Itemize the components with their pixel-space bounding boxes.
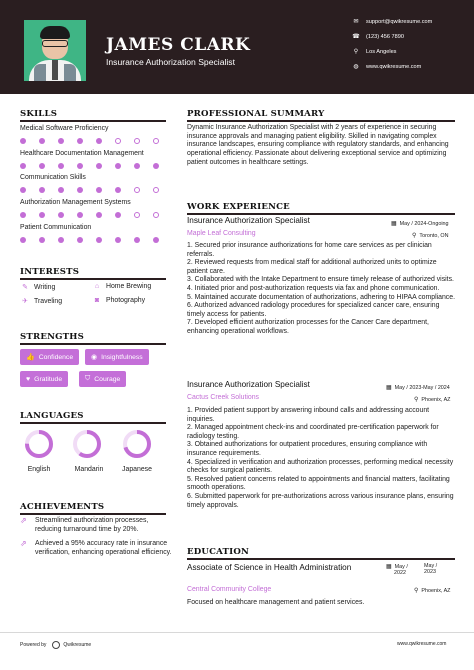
- interest-item: ✎ Writing: [20, 283, 55, 291]
- skill-rating: [20, 163, 172, 169]
- skill-dot: [96, 187, 102, 193]
- skill-dot: [77, 187, 83, 193]
- calendar-icon: ▦: [386, 564, 392, 570]
- skill-rating: [20, 212, 172, 218]
- skill-dot: [96, 138, 102, 144]
- phone-icon: ☎: [352, 34, 360, 40]
- company-name: Maple Leaf Consulting: [187, 230, 256, 237]
- skill-dot: [77, 163, 83, 169]
- interest-item: ✈ Traveling: [20, 297, 62, 305]
- skill-label: Medical Software Proficiency: [20, 125, 109, 132]
- eye-icon: ◉: [91, 354, 98, 361]
- interests-divider: [20, 278, 166, 280]
- skill-dot: [58, 138, 64, 144]
- achievement-item: ⇗ Achieved a 95% accuracy rate in insurance verification, enhancing operational efficiency.: [20, 539, 172, 556]
- skills-divider: [20, 120, 166, 122]
- skill-dot: [39, 187, 45, 193]
- footer-powered-by[interactable]: Powered by Qwikresume: [20, 642, 92, 648]
- job-bullet: 6. Submitted paperwork for pre-authorizations across various insurance plans, ensuring timely approvals.: [187, 492, 454, 509]
- shield-icon: ⛉: [85, 375, 91, 382]
- degree-title: Associate of Science in Health Administration: [187, 563, 352, 572]
- candidate-title: Insurance Authorization Specialist: [106, 57, 235, 67]
- chart-icon: ⇗: [20, 539, 27, 548]
- skill-dot: [153, 138, 159, 144]
- skill-dot: [96, 237, 102, 243]
- skill-dot: [134, 138, 140, 144]
- contact-website[interactable]: ◍ www.qwikresume.com: [353, 63, 422, 70]
- job-bullet: 1. Secured prior insurance authorizations for home care services as per clinician referrals.: [187, 242, 432, 258]
- job-date: ▦ May / 2024-Ongoing: [391, 220, 449, 227]
- language-label: Japanese: [122, 466, 152, 473]
- strength-chip: ♥ Gratitude: [20, 371, 68, 387]
- skill-label: Healthcare Documentation Management: [20, 150, 144, 157]
- mail-icon: ✉: [353, 19, 359, 25]
- edu-end-date: May / 2023: [424, 563, 438, 575]
- skills-heading: SKILLS: [20, 109, 58, 119]
- candidate-name: JAMES CLARK: [106, 35, 251, 55]
- skill-dot: [77, 212, 83, 218]
- skill-dot: [39, 212, 45, 218]
- skill-dot: [20, 187, 26, 193]
- skill-dot: [115, 187, 121, 193]
- footer-divider: [0, 632, 474, 633]
- job-bullet: 2. Managed appointment check-ins and coordinated pre-certification paperwork for radiology testing.: [187, 424, 439, 440]
- language-label: Mandarin: [74, 466, 104, 473]
- skill-dot: [20, 212, 26, 218]
- job-bullet: 4. Initiated prior and post-authorization requests via fax and phone communication.: [187, 284, 440, 292]
- skill-dot: [115, 237, 121, 243]
- skill-dot: [134, 212, 140, 218]
- skill-dot: [153, 163, 159, 169]
- job-bullet: 3. Collaborated with the Intake Department to ensure timely release of authorized visits.: [187, 276, 454, 284]
- school-name: Central Community College: [187, 586, 272, 593]
- summary-heading: PROFESSIONAL SUMMARY: [187, 109, 325, 119]
- location-icon: ⚲: [353, 49, 359, 55]
- company-name: Cactus Creek Solutions: [187, 394, 260, 401]
- contact-location: ⚲ Los Angeles: [353, 48, 397, 55]
- achievement-item: ⇗ Streamlined authorization processes, reducing turnaround time by 20%.: [20, 516, 149, 533]
- interest-item: ⌂ Home Brewing: [92, 283, 151, 290]
- skill-dot: [77, 237, 83, 243]
- job-title: Insurance Authorization Specialist: [187, 216, 310, 225]
- languages-heading: LANGUAGES: [20, 411, 84, 421]
- job-bullets: [187, 242, 455, 337]
- footer-url[interactable]: www.qwikresume.com: [397, 641, 447, 647]
- job-bullet: 4. Specialized in verification and authorization processes, performing medical necessity checks for surgical patients.: [187, 458, 454, 475]
- strength-chip: ◉ Insightfulness: [85, 349, 149, 365]
- language-label: English: [27, 466, 51, 473]
- experience-divider: [187, 213, 455, 215]
- job-bullet: 7. Developed efficient authorization processes for the Cancer Care department, enhancing operational workflows.: [187, 319, 429, 335]
- thumbs-up-icon: 👍: [26, 354, 35, 361]
- contact-email[interactable]: ✉ support@qwikresume.com: [353, 18, 433, 25]
- skill-dot: [153, 187, 159, 193]
- skill-rating: [20, 138, 172, 144]
- skill-label: Authorization Management Systems: [20, 199, 131, 206]
- skill-dot: [115, 163, 121, 169]
- experience-heading: WORK EXPERIENCE: [187, 202, 290, 212]
- interests-heading: INTERESTS: [20, 267, 80, 277]
- interest-item: ◙ Photography: [92, 297, 145, 304]
- skill-dot: [39, 138, 45, 144]
- plane-icon: ✈: [22, 298, 28, 305]
- pen-icon: ✎: [22, 284, 28, 291]
- skill-dot: [20, 237, 26, 243]
- skill-dot: [115, 138, 121, 144]
- achievements-divider: [20, 513, 166, 515]
- job-bullets: [187, 407, 455, 510]
- skill-dot: [20, 138, 26, 144]
- chart-icon: ⇗: [20, 516, 27, 525]
- job-location: ⚲ Phoenix, AZ: [414, 396, 451, 403]
- skill-dot: [134, 163, 140, 169]
- heart-icon: ♥: [26, 375, 31, 383]
- languages-divider: [20, 422, 166, 424]
- skill-dot: [58, 187, 64, 193]
- skill-rating: [20, 237, 172, 243]
- achievements-heading: ACHIEVEMENTS: [20, 502, 105, 512]
- edu-location: ⚲ Phoenix, AZ: [414, 587, 451, 594]
- job-bullet: 5. Resolved patient concerns related to appointments and financial matters, facilitating smooth operations.: [187, 475, 450, 492]
- home-icon: ⌂: [94, 283, 100, 290]
- location-icon: ⚲: [414, 588, 419, 594]
- skill-dot: [96, 163, 102, 169]
- globe-icon: ◍: [353, 64, 359, 70]
- education-divider: [187, 558, 455, 560]
- job-date: ▦ May / 2023-May / 2024: [386, 384, 450, 391]
- location-icon: ⚲: [414, 397, 419, 403]
- skill-label: Communication Skills: [20, 174, 86, 181]
- strength-chip: 👍 Confidence: [20, 349, 79, 365]
- skill-dot: [20, 163, 26, 169]
- job-bullet: 1. Provided patient support by answering inbound calls and addressing account inquiries.: [187, 407, 430, 423]
- skill-dot: [58, 212, 64, 218]
- education-heading: EDUCATION: [187, 547, 250, 557]
- skill-dot: [58, 163, 64, 169]
- language-ring: [24, 429, 54, 459]
- language-ring: [122, 429, 152, 459]
- qwikresume-logo-icon: [52, 641, 60, 649]
- job-bullet: 2. Reviewed requests from medical staff for additional authorized units to optimize patient care.: [187, 259, 437, 275]
- job-location: ⚲ Toronto, ON: [412, 232, 449, 239]
- calendar-icon: ▦: [386, 385, 392, 391]
- skill-dot: [134, 187, 140, 193]
- skill-label: Patient Communication: [20, 224, 92, 231]
- skill-dot: [115, 212, 121, 218]
- skill-dot: [153, 237, 159, 243]
- contact-phone[interactable]: ☎ (123) 456 7890: [352, 33, 404, 40]
- job-bullet: 3. Obtained authorizations for outpatient procedures, ensuring compliance with insurance requirements.: [187, 441, 428, 457]
- job-title: Insurance Authorization Specialist: [187, 380, 310, 389]
- edu-description: Focused on healthcare management and patient services.: [187, 599, 365, 606]
- skill-dot: [39, 163, 45, 169]
- edu-start-date: ▦ May / 2022: [386, 563, 408, 576]
- strength-chip: ⛉ Courage: [79, 371, 126, 387]
- location-icon: ⚲: [412, 233, 417, 239]
- skill-dot: [58, 237, 64, 243]
- strengths-heading: STRENGTHS: [20, 332, 85, 342]
- skill-rating: [20, 187, 172, 193]
- job-bullet: 6. Authorized advanced radiology procedures for specialized cancer care, ensuring timely access for patients.: [187, 302, 440, 318]
- summary-text: Dynamic Insurance Authorization Specialist with 2 years of experience in securing insurance approvals and managing patient eligibility. Skilled in navigating complex insurance landscapes, ensuring compliance with regulatory standards, and enhancing operational efficiency. Passionate about delivering exceptional service and optimizing patient outcomes in healthcare settings.: [187, 124, 449, 166]
- skill-dot: [96, 212, 102, 218]
- skill-dot: [153, 212, 159, 218]
- profile-photo: [24, 20, 86, 81]
- job-bullet: 5. Maintained accurate documentation of authorizations, adhering to HIPAA compliance.: [187, 293, 456, 301]
- summary-divider: [187, 120, 455, 122]
- strengths-divider: [20, 343, 166, 345]
- skill-dot: [39, 237, 45, 243]
- calendar-icon: ▦: [391, 221, 397, 227]
- camera-icon: ◙: [94, 297, 100, 304]
- skill-dot: [134, 237, 140, 243]
- language-ring: [72, 429, 102, 459]
- resume-header: [0, 0, 474, 94]
- skill-dot: [77, 138, 83, 144]
